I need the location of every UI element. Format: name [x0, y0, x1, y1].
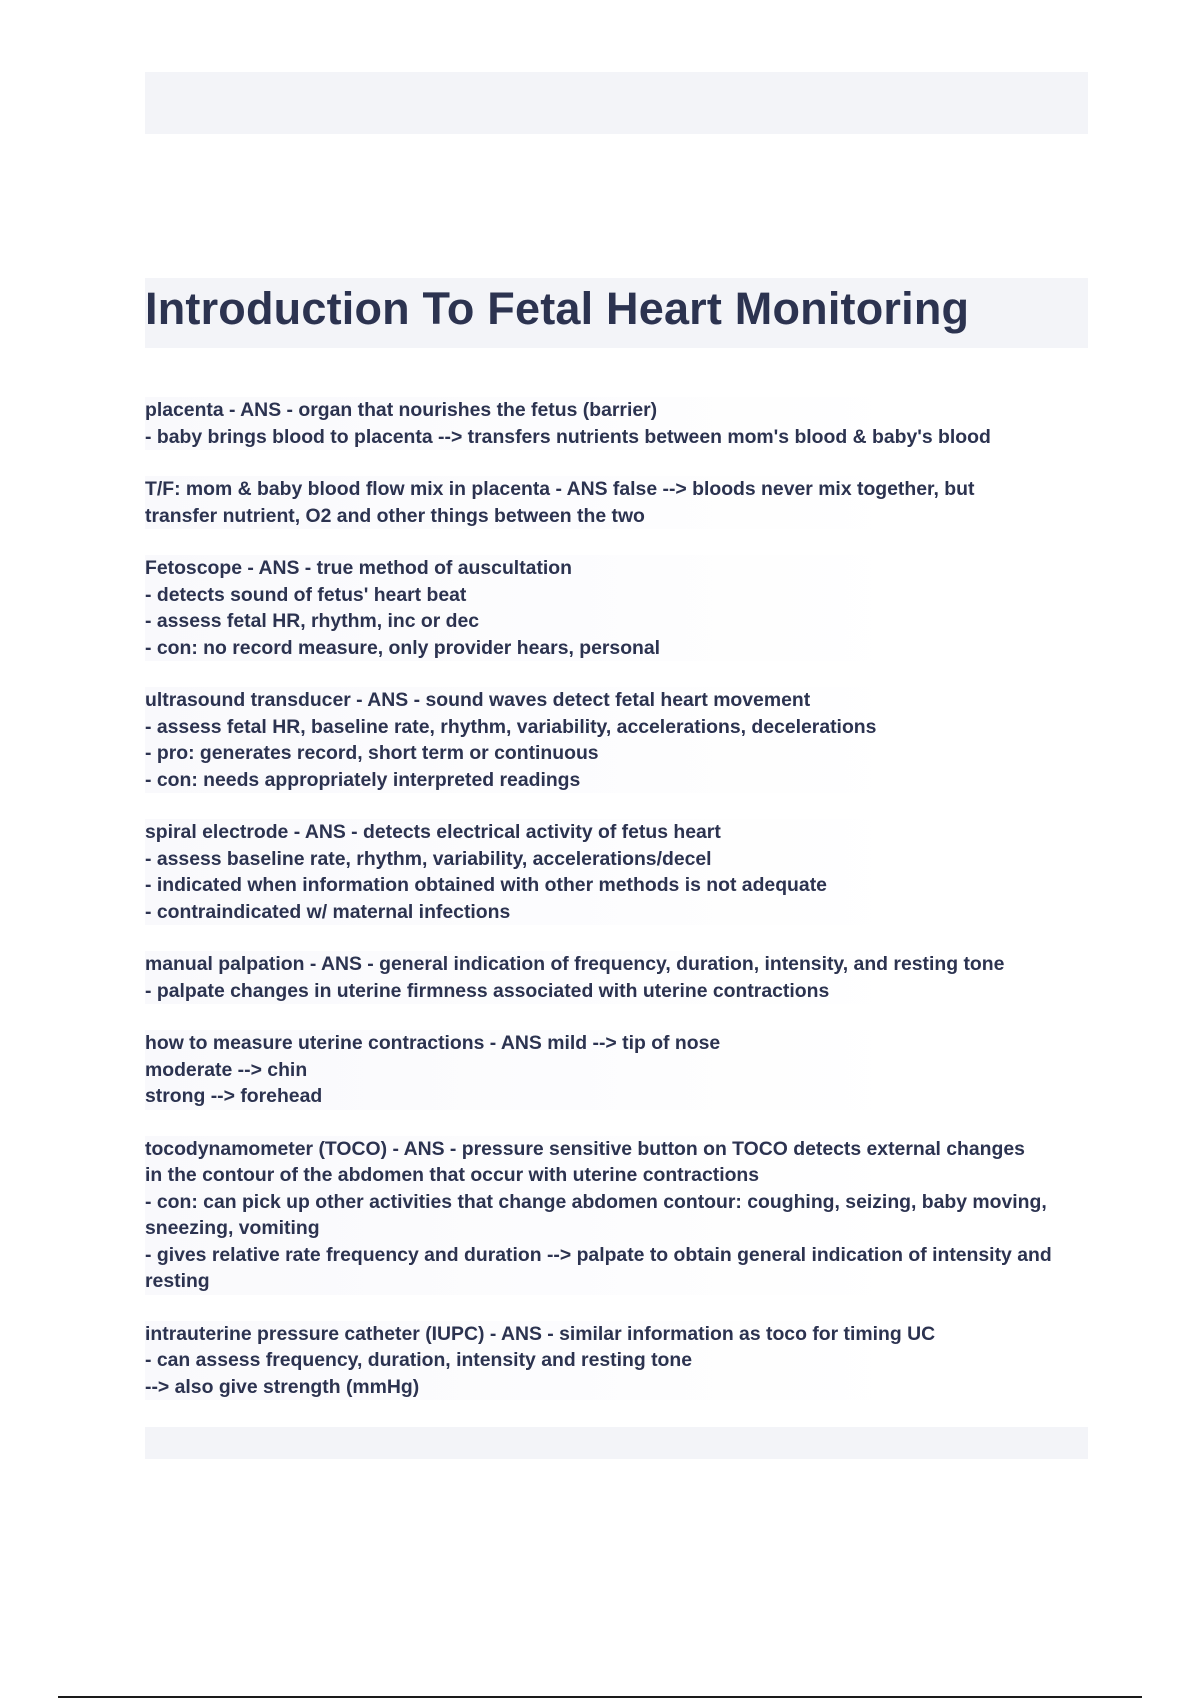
entry-line: - can assess frequency, duration, intensity and resting tone: [145, 1349, 693, 1371]
entry-line: placenta - ANS - organ that nourishes the fetus (barrier): [145, 399, 658, 421]
flashcard-entry: [145, 476, 1095, 529]
entry-line: T/F: mom & baby blood flow mix in placenta - ANS false --> bloods never mix together, but: [145, 478, 975, 500]
entry-line: - assess fetal HR, rhythm, inc or dec: [145, 610, 480, 632]
flashcard-entry: [145, 687, 1095, 793]
entry-line: spiral electrode - ANS - detects electrical activity of fetus heart: [145, 821, 721, 843]
entry-line: - assess baseline rate, rhythm, variability, accelerations/decel: [145, 847, 712, 870]
flashcard-entry: [145, 1321, 1095, 1401]
entry-line: --> also give strength (mmHg): [145, 1375, 420, 1398]
flashcard-entry: [145, 951, 1095, 1004]
flashcard-entry: [145, 1030, 1095, 1110]
flashcard-entry: [145, 397, 1095, 450]
entry-line: - gives relative rate frequency and duration --> palpate to obtain general indication of intensity and: [145, 1243, 1052, 1266]
entry-line: - baby brings blood to placenta --> transfers nutrients between mom's blood & baby's blood: [145, 425, 991, 448]
entry-line: resting: [145, 1270, 210, 1292]
entry-line: - contraindicated w/ maternal infections: [145, 900, 511, 923]
entry-line: - con: can pick up other activities that change abdomen contour: coughing, seizing, baby moving,: [145, 1190, 1047, 1213]
header-band: [145, 72, 1088, 134]
entry-line: - detects sound of fetus' heart beat: [145, 583, 467, 606]
page-title: Introduction To Fetal Heart Monitoring: [145, 283, 970, 334]
entry-line: sneezing, vomiting: [145, 1217, 320, 1239]
entry-line: - con: needs appropriately interpreted readings: [145, 768, 581, 791]
entry-line: Fetoscope - ANS - true method of auscultation: [145, 557, 572, 579]
flashcard-list: [145, 397, 1095, 1426]
entry-line: ultrasound transducer - ANS - sound waves detect fetal heart movement: [145, 689, 811, 711]
entry-line: - palpate changes in uterine firmness associated with uterine contractions: [145, 979, 830, 1002]
entry-line: intrauterine pressure catheter (IUPC) - ANS - similar information as toco for timing UC: [145, 1322, 936, 1345]
entry-line: how to measure uterine contractions - ANS mild --> tip of nose: [145, 1032, 721, 1054]
entry-line: tocodynamometer (TOCO) - ANS - pressure sensitive button on TOCO detects external changes: [145, 1137, 1025, 1160]
entry-line: moderate --> chin: [145, 1058, 308, 1081]
entry-line: - indicated when information obtained with other methods is not adequate: [145, 874, 827, 896]
footer-rule: [58, 1696, 1142, 1698]
entry-line: - con: no record measure, only provider hears, personal: [145, 636, 661, 659]
footer-band: [145, 1427, 1088, 1459]
entry-line: - assess fetal HR, baseline rate, rhythm, variability, accelerations, decelerations: [145, 715, 877, 738]
entry-line: transfer nutrient, O2 and other things between the two: [145, 504, 645, 527]
entry-line: - pro: generates record, short term or continuous: [145, 742, 599, 764]
entry-line: in the contour of the abdomen that occur with uterine contractions: [145, 1164, 760, 1186]
flashcard-entry: [145, 1136, 1095, 1295]
flashcard-entry: [145, 819, 1095, 925]
entry-line: strong --> forehead: [145, 1085, 323, 1107]
entry-line: manual palpation - ANS - general indication of frequency, duration, intensity, and resting tone: [145, 953, 1005, 975]
flashcard-entry: [145, 555, 1095, 661]
